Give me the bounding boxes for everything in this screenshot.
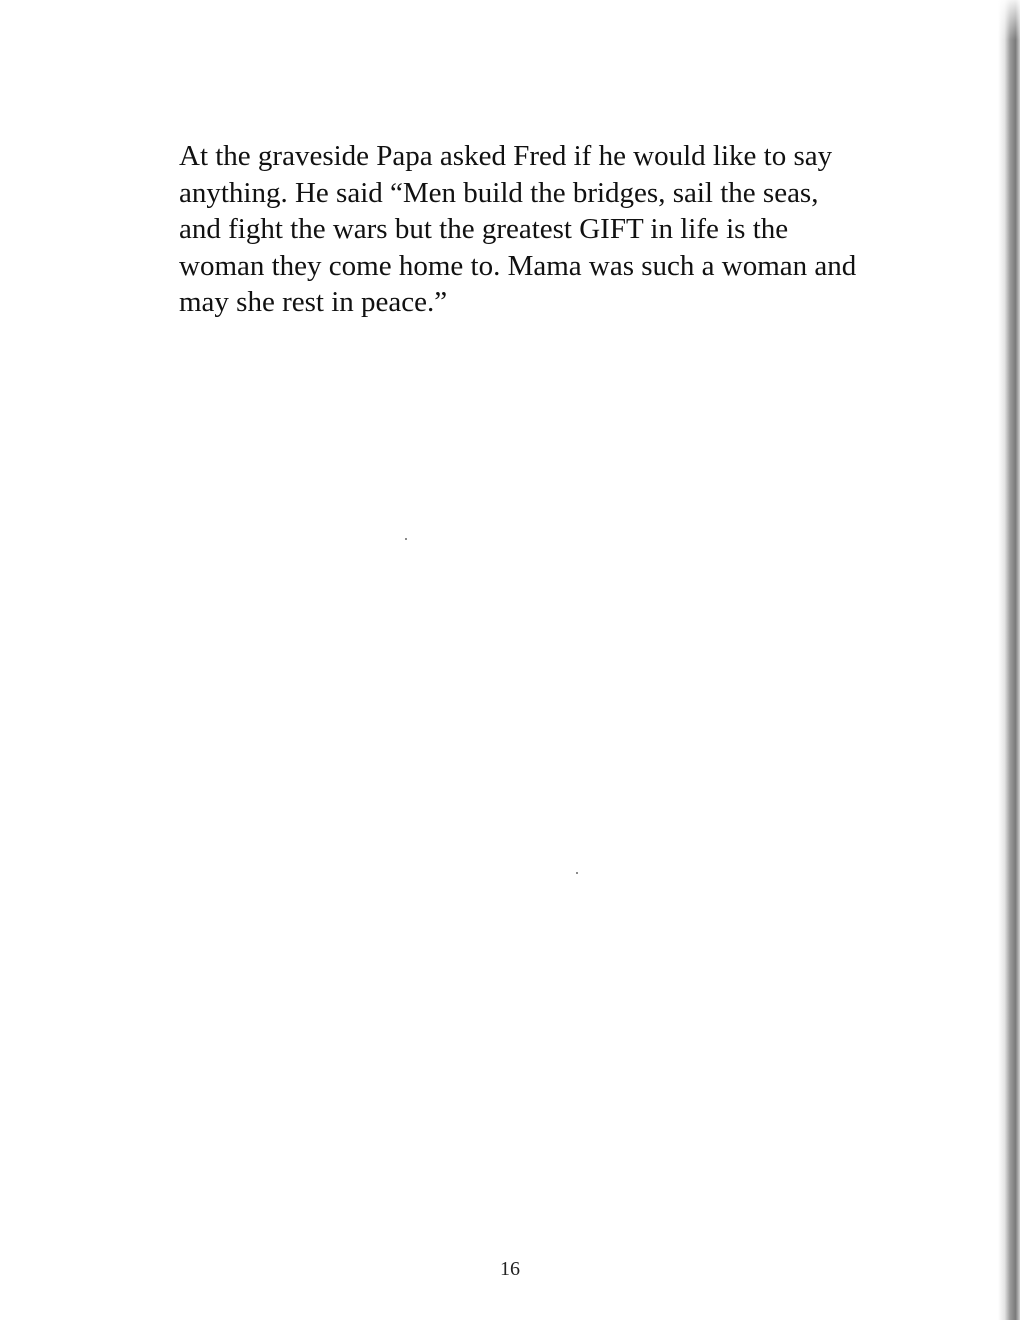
paragraph-line: and fight the wars but the greatest GIFT in life is the [179, 213, 789, 245]
scan-edge-highlight [998, 0, 1020, 40]
paragraph-line: may she rest in peace.” [179, 286, 448, 318]
paragraph-line: woman they come home to. Mama was such a woman and [179, 249, 857, 282]
scan-speck [405, 538, 407, 540]
page-number: 16 [500, 1258, 520, 1280]
body-paragraph [179, 138, 919, 321]
paragraph-line: anything. He said “Men build the bridges, sail the seas, [179, 176, 819, 209]
paragraph-line: At the graveside Papa asked Fred if he would like to say [179, 140, 833, 172]
scan-edge-shadow [998, 0, 1020, 1320]
scan-speck [576, 872, 578, 874]
